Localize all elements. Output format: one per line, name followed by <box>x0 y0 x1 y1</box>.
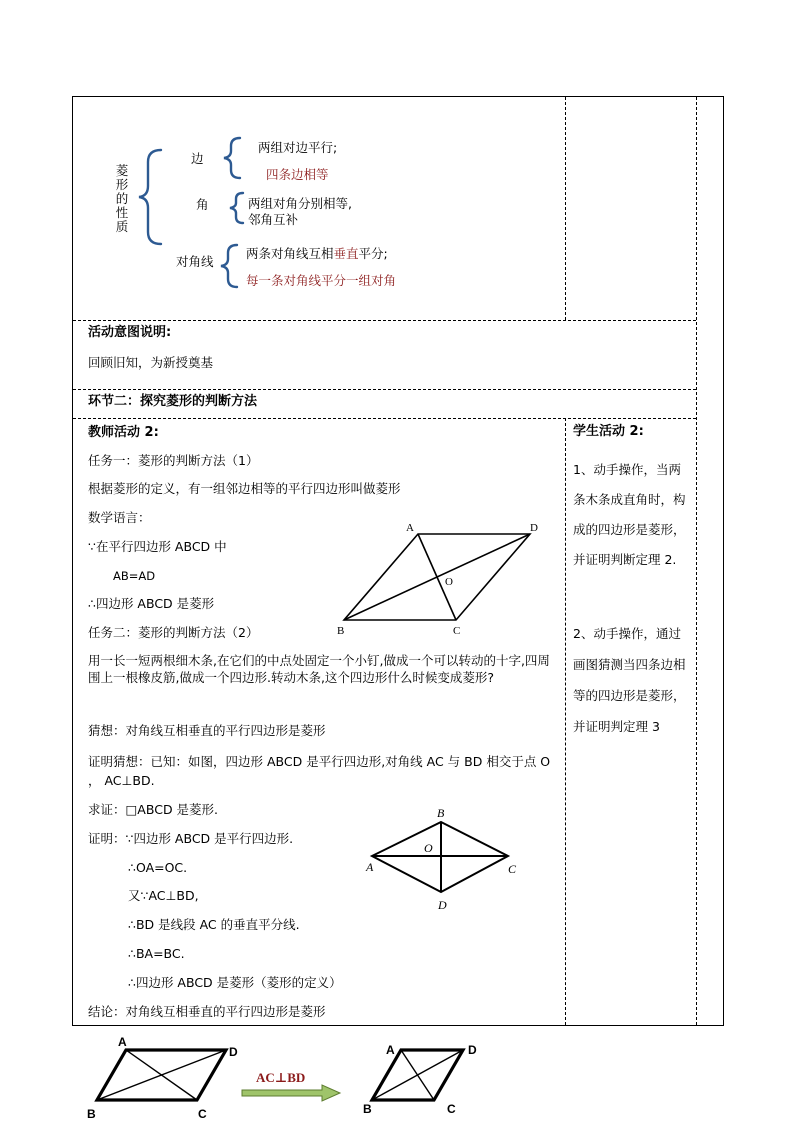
diagonal-line-2: 每一条对角线平分一组对角 <box>246 273 397 288</box>
stage2-heading: 环节二：探究菱形的判断方法 <box>88 394 258 409</box>
intent-heading: 活动意图说明: <box>88 325 172 340</box>
diagonal-line-1-c: 平分; <box>358 246 388 261</box>
side-label: 边 <box>191 151 204 166</box>
figure1-label-a: A <box>406 522 414 534</box>
diagonal-line-1-b: 垂直 <box>333 246 359 261</box>
bottom-right-label-c: C <box>447 1102 456 1116</box>
bottom-right-label-a: A <box>386 1043 395 1057</box>
bottom-left-label-c: C <box>198 1107 207 1121</box>
student-item-1: 1、动手操作，当两条木条成直角时，构成的四边形是菱形，并证明判断定理 2. <box>573 462 686 567</box>
bottom-left-label-a: A <box>118 1035 127 1049</box>
bottom-left-label-b: B <box>87 1107 96 1121</box>
angle-line-2: 邻角互补 <box>248 212 299 227</box>
student-item-2: 2、动手操作，通过画图猜测当四条边相等的四边形是菱形，并证明判定理 3 <box>573 626 686 734</box>
bottom-right-label-d: D <box>468 1043 477 1057</box>
figure1-label-o: O <box>445 576 453 588</box>
side-line-2: 四条边相等 <box>266 167 329 182</box>
ab-equals-ad: AB=AD <box>113 569 156 583</box>
proof-step-4: ∴BD 是线段 AC 的垂直平分线. <box>128 917 300 932</box>
guess-statement: 猜想：对角线互相垂直的平行四边形是菱形 <box>88 723 326 738</box>
math-language-label: 数学语言： <box>88 510 151 525</box>
prove-statement: 求证：□ABCD 是菱形. <box>88 802 219 817</box>
proof-step-2: ∴OA=OC. <box>128 860 188 875</box>
conclusion-statement: 结论：对角线互相垂直的平行四边形是菱形 <box>88 1004 326 1019</box>
student-heading: 学生活动 2: <box>573 424 644 439</box>
figure1-label-b: B <box>337 625 345 637</box>
figure2-label-c: C <box>508 862 517 876</box>
task2-description: 用一长一短两根细木条,在它们的中点处固定一个小钉,做成一个可以转动的十字,四周围上一根橡皮筋,做成一个四边形.转动木条,这个四边形什么时候变成菱形? <box>88 653 550 685</box>
bottom-arrow-icon <box>242 1085 340 1101</box>
proof-given: 证明猜想：已知：如图，四边形 ABCD 是平行四边形,对角线 AC 与 BD 相交于点 O ， AC⊥BD. <box>88 754 551 788</box>
bottom-right-label-b: B <box>363 1102 372 1116</box>
diagonal-line-1-a: 两条对角线互相 <box>246 246 334 261</box>
proof-step-5: ∴BA=BC. <box>128 946 185 961</box>
task1-title: 任务一：菱形的判断方法（1） <box>88 453 259 468</box>
figure2-label-a: A <box>366 860 374 874</box>
bottom-left-diagonal-bd <box>97 1050 226 1100</box>
figure1-label-c: C <box>453 625 461 637</box>
side-line-1: 两组对边平行; <box>258 140 338 155</box>
proof-step-3: 又∵AC⊥BD, <box>128 888 199 903</box>
properties-vertical-title: 菱形的性质 <box>115 163 129 234</box>
proof-step-1: 证明：∵四边形 ABCD 是平行四边形. <box>88 831 294 846</box>
bottom-left-label-d: D <box>229 1045 238 1059</box>
proof-step-6: ∴四边形 ABCD 是菱形（菱形的定义） <box>128 975 342 990</box>
figure1-label-d: D <box>530 522 538 534</box>
angle-label: 角 <box>196 197 209 212</box>
angle-line-1: 两组对角分别相等, <box>248 196 352 211</box>
task1-definition: 根据菱形的定义，有一组邻边相等的平行四边形叫做菱形 <box>88 481 401 496</box>
figure2-label-o: O <box>424 841 433 855</box>
figure2-label-d: D <box>438 898 447 912</box>
since-statement-1: ∵在平行四边形 ABCD 中 <box>88 539 227 554</box>
figure2-label-b: B <box>437 806 445 820</box>
diagonal-label: 对角线 <box>176 254 214 269</box>
therefore-statement-1: ∴四边形 ABCD 是菱形 <box>88 596 215 611</box>
task2-title: 任务二：菱形的判断方法（2） <box>88 625 259 640</box>
intent-body: 回顾旧知，为新授奠基 <box>88 355 214 370</box>
bottom-arrow-label: AC⊥BD <box>256 1070 306 1085</box>
teacher-heading: 教师活动 2: <box>88 425 159 440</box>
